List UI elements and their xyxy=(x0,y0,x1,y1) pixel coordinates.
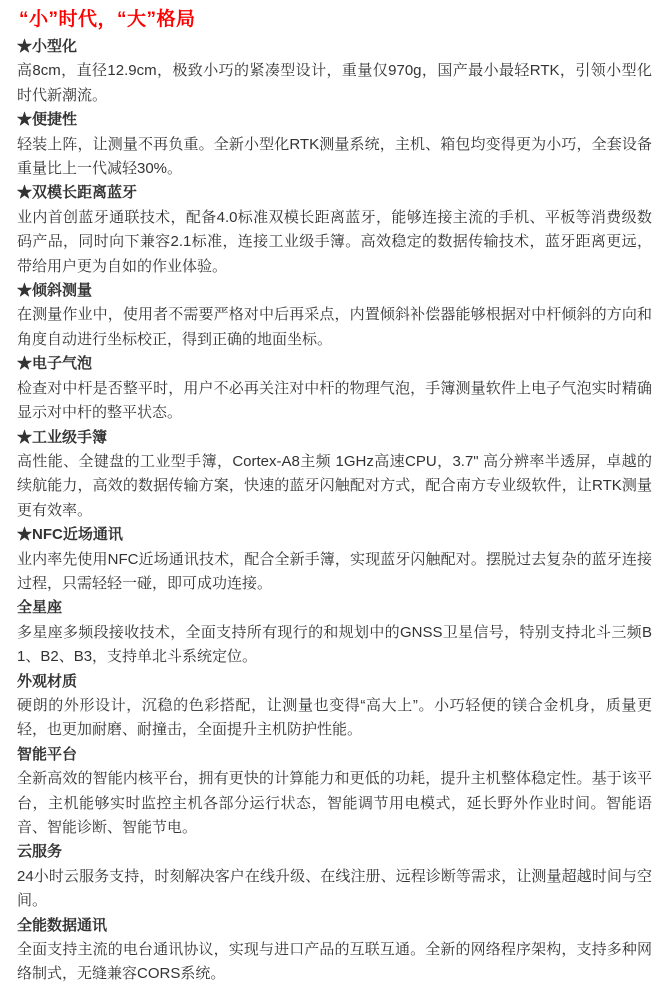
feature-body-text: 业内首创蓝牙通联技术，配备4.0标准双模长距离蓝牙，能够连接主流的手机、平板等消费级数码产品，同时向下兼容2.1标准，连接工业级手簿。高效稳定的数据传输技术，蓝牙距离更远，带给用户更为自如的作业体验。 xyxy=(17,208,652,275)
feature-heading: ★便捷性 xyxy=(17,111,78,129)
feature-heading: ★NFC近场通讯 xyxy=(17,526,123,544)
feature-section xyxy=(17,35,652,108)
feature-section xyxy=(17,108,652,181)
feature-heading: ★小型化 xyxy=(17,38,78,55)
feature-section xyxy=(17,743,652,841)
feature-section xyxy=(17,596,652,669)
feature-body-text: 全面支持主流的电台通讯协议，实现与进口产品的互联互通。全新的网络程序架构，支持多种网络制式，无缝兼容CORS系统。 xyxy=(17,941,652,983)
feature-section xyxy=(17,914,652,987)
feature-body-text: 24小时云服务支持，时刻解决客户在线升级、在线注册、远程诊断等需求，让测量超越时间与空间。 xyxy=(17,867,652,910)
feature-heading: 全星座 xyxy=(17,599,63,617)
feature-section xyxy=(17,181,652,279)
feature-section xyxy=(17,352,652,425)
feature-body-text: 轻装上阵，让测量不再负重。全新小型化RTK测量系统，主机、箱包均变得更为小巧，全套设备重量比上一代减轻30%。 xyxy=(17,135,652,178)
feature-body-text: 业内率先使用NFC近场通讯技术，配合全新手簿，实现蓝牙闪触配对。摆脱过去复杂的蓝牙连接过程，只需轻轻一碰，即可成功连接。 xyxy=(17,550,652,592)
feature-body-text: 检查对中杆是否整平时，用户不必再关注对中杆的物理气泡，手簿测量软件上电子气泡实时精确显示对中杆的整平状态。 xyxy=(17,379,652,422)
feature-heading: ★双模长距离蓝牙 xyxy=(17,184,138,202)
feature-heading: 云服务 xyxy=(17,843,63,861)
feature-heading: ★倾斜测量 xyxy=(17,282,93,300)
feature-body-text: 在测量作业中，使用者不需要严格对中后再采点，内置倾斜补偿器能够根据对中杆倾斜的方向和角度自动进行坐标校正，得到正确的地面坐标。 xyxy=(17,306,652,348)
feature-section xyxy=(17,840,652,913)
feature-heading: 外观材质 xyxy=(17,672,78,690)
feature-heading: ★工业级手簿 xyxy=(17,428,108,446)
feature-section xyxy=(17,279,652,352)
page-title: “小”时代，“大”格局 xyxy=(19,9,196,30)
feature-section xyxy=(17,426,652,524)
feature-heading: ★电子气泡 xyxy=(17,355,93,373)
feature-body-text: 硬朗的外形设计，沉稳的色彩搭配，让测量也变得“高大上”。小巧轻便的镁合金机身，质量更轻，也更加耐磨、耐撞击，全面提升主机防护性能。 xyxy=(17,696,652,739)
feature-body-text: 高8cm，直径12.9cm，极致小巧的紧凑型设计，重量仅970g，国产最小最轻RTK，引领小型化时代新潮流。 xyxy=(17,62,652,104)
feature-body-text: 高性能、全键盘的工业型手簿，Cortex-A8主频 1GHz高速CPU，3.7" 高分辨率半透屏，卓越的续航能力，高效的数据传输方案，快速的蓝牙闪触配对方式，配合南方专业级软件，让RTK测量更有效率。 xyxy=(17,452,652,519)
feature-body-text: 多星座多频段接收技术，全面支持所有现行的和规划中的GNSS卫星信号，特别支持北斗三频B1、B2、B3，支持单北斗系统定位。 xyxy=(17,623,652,666)
feature-heading: 智能平台 xyxy=(17,745,78,763)
feature-sections-container xyxy=(17,35,652,987)
feature-body-text: 全新高效的智能内核平台，拥有更快的计算能力和更低的功耗，提升主机整体稳定性。基于该平台，主机能够实时监控主机各部分运行状态，智能调节用电模式，延长野外作业时间。智能语音、智能诊断、智能节电。 xyxy=(17,770,652,836)
feature-section xyxy=(17,523,652,596)
feature-section xyxy=(17,670,652,743)
feature-heading: 全能数据通讯 xyxy=(17,916,108,934)
